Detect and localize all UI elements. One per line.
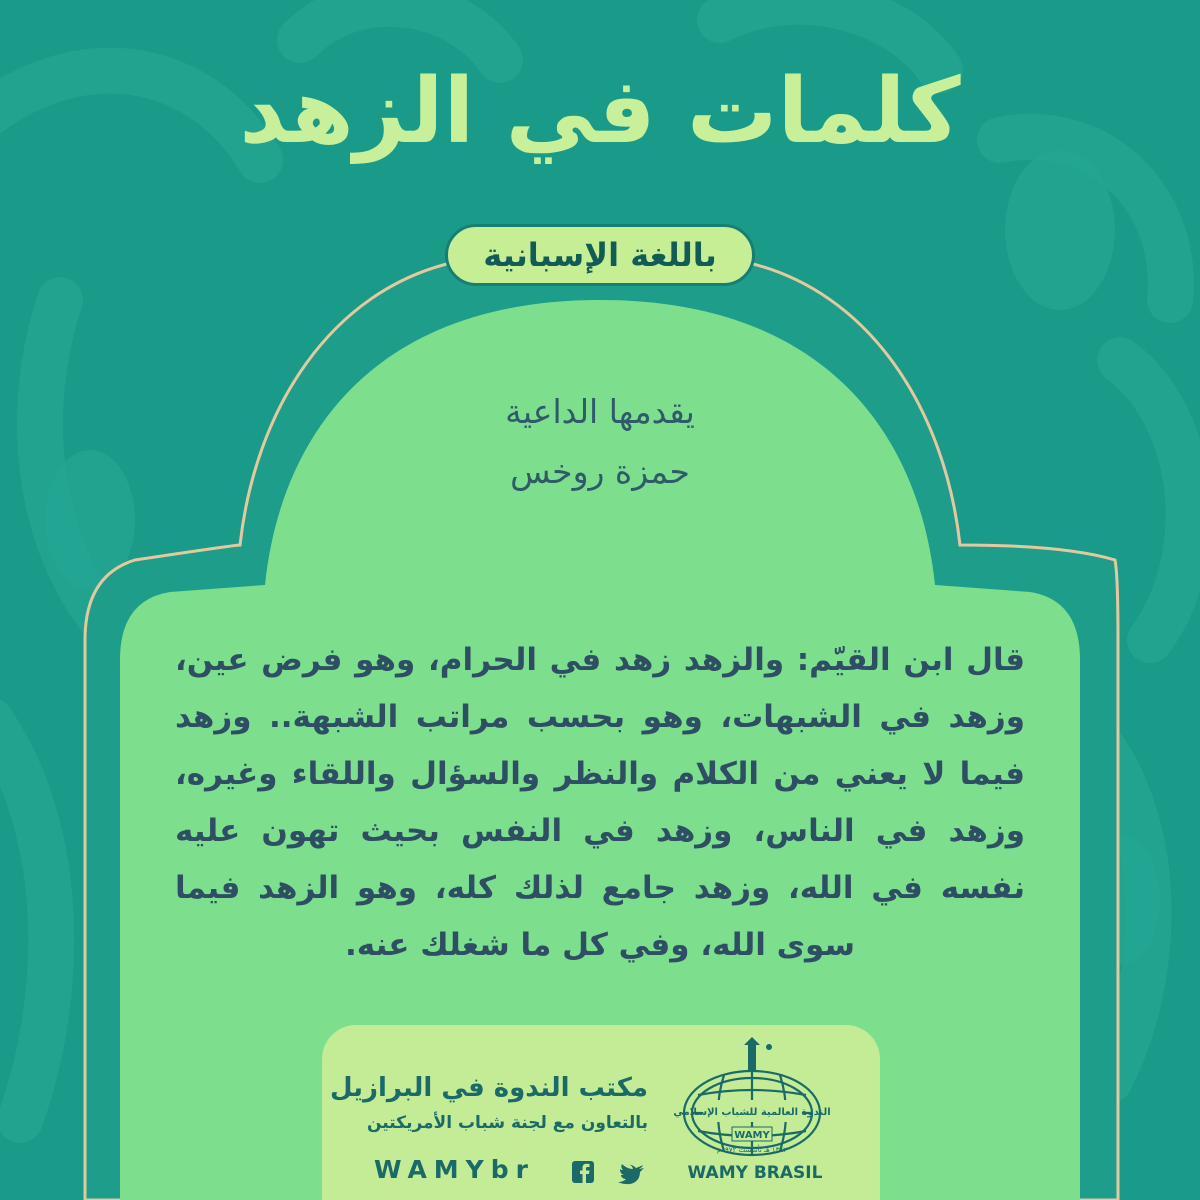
office-name: مكتب الندوة في البرازيل <box>330 1073 648 1103</box>
language-badge <box>445 224 755 286</box>
twitter-icon[interactable] <box>618 1164 644 1184</box>
quote-text: قال ابن القيّم: والزهد زهد في الحرام، وهو فرض عين، وزهد في الشبهات، وهو بحسب مراتب الشبهة.. وزهد فيما لا يعني من الكلام والنظر والسؤال واللقاء وغيره، وزهد في الناس، وزهد في النفس بحيث تهون عليه نفسه في الله، وزهد جامع لذلك كله، وهو الزهد فيما سوى الله، وفي كل ما شغلك عنه. <box>175 642 1025 963</box>
logo-abbr: WAMY <box>734 1130 770 1141</box>
logo-arabic-text: الندوة العالمية للشباب الإسلامي <box>673 1107 831 1118</box>
presenter-intro: يقدمها الداعية <box>505 392 695 431</box>
social-handle[interactable]: WAMYbr <box>374 1155 536 1184</box>
cooperation-line: بالتعاون مع لجنة شباب الأمريكتين <box>367 1113 648 1133</box>
social-icons <box>570 1156 650 1186</box>
page-title: كلمات في الزهد <box>239 59 961 164</box>
language-badge-label: باللغة الإسبانية <box>483 236 717 274</box>
footer-box <box>322 1025 880 1200</box>
brand-name: WAMY BRASIL <box>687 1163 823 1183</box>
wamy-logo <box>672 1035 832 1163</box>
presenter-name: حمزة روخس <box>510 452 690 491</box>
logo-year: ١٣٩٢ هـ تأسست ١٩٧٢م <box>717 1146 787 1154</box>
facebook-icon[interactable] <box>572 1161 594 1183</box>
